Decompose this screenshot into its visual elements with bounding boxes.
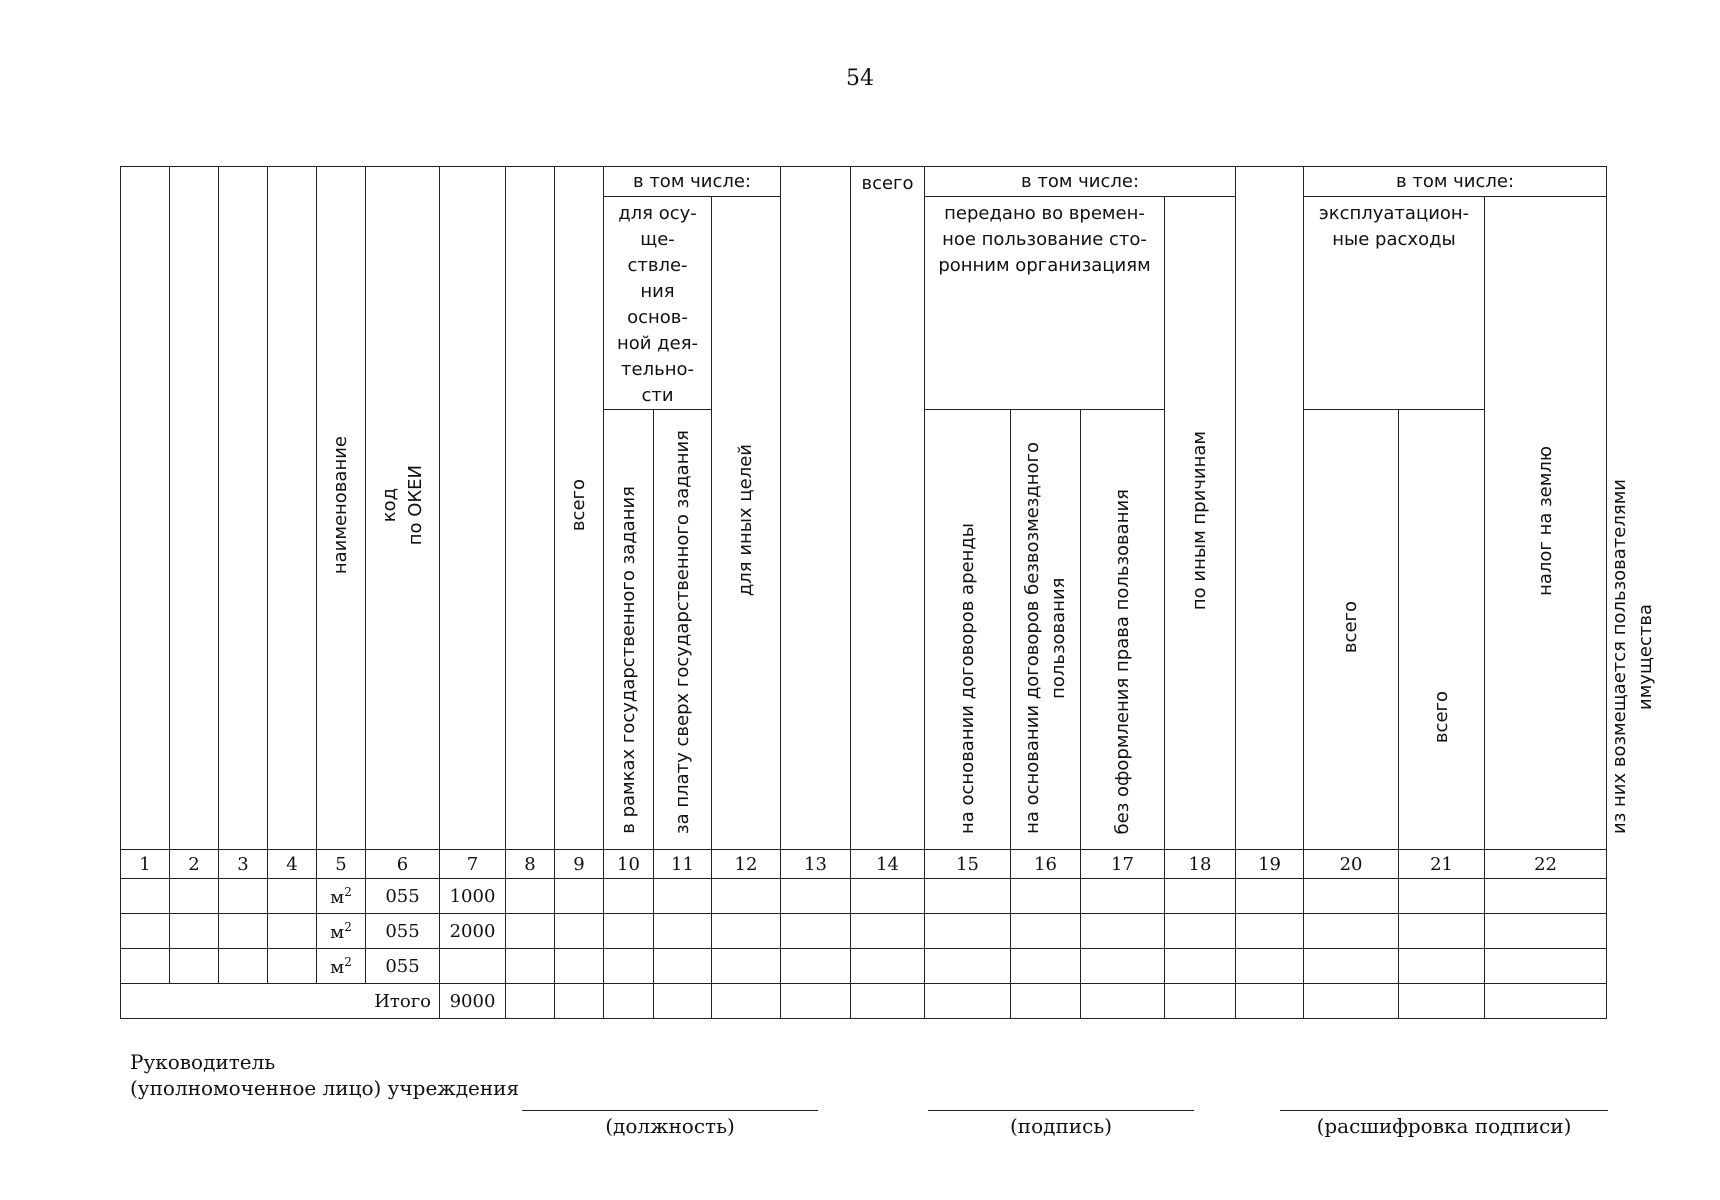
header-other-reasons-label: по иным причинам: [1189, 430, 1210, 611]
column-number: 3: [219, 850, 268, 879]
header-col19: [1304, 410, 1399, 850]
unit-cell: $м^2$: [317, 914, 366, 949]
header-col7: [440, 167, 506, 850]
table-row: [121, 949, 1607, 984]
header-temp-use: передано во времен- ное пользование сто- ронним организациям: [925, 197, 1165, 410]
position-caption: (должность): [605, 1114, 735, 1138]
column-number: 4: [268, 850, 317, 879]
okei-cell: 055: [366, 879, 440, 914]
header-name-label: наименование: [330, 436, 351, 575]
column-number: 5: [317, 850, 366, 879]
column-number: 6: [366, 850, 440, 879]
header-total-label: всего: [568, 479, 589, 532]
header-incl-3: в том числе:: [1304, 167, 1607, 197]
header-col16: [1011, 410, 1081, 850]
value-cell: 1000: [440, 879, 506, 914]
column-number: 19: [1236, 850, 1304, 879]
column-number: 1: [121, 850, 170, 879]
column-number: 13: [781, 850, 851, 879]
column-number: 2: [170, 850, 219, 879]
header-col2: [170, 167, 219, 850]
header-col19-blank: [1236, 167, 1304, 850]
column-number: 21: [1399, 850, 1485, 879]
header-col8: [506, 167, 555, 850]
header-col3: [219, 167, 268, 850]
unit-cell: $м^2$: [317, 949, 366, 984]
header-col10: [604, 410, 654, 850]
signature-caption: (подпись): [1009, 1114, 1113, 1138]
header-incl-2: в том числе:: [925, 167, 1236, 197]
signatory-title-line1: Руководитель: [130, 1050, 276, 1074]
header-other-purposes-label: для иных целей: [735, 444, 756, 597]
header-state-task-label: в рамках государственного задания: [617, 486, 639, 834]
okei-cell: 055: [366, 914, 440, 949]
header-total-20-label: всего: [1430, 690, 1452, 744]
header-incl-1: в том числе:: [604, 167, 781, 197]
header-main-activity: для осу- ще- ствле- ния основ- ной дея- тельно- сти: [604, 197, 712, 410]
value-cell: [440, 949, 506, 984]
decode-caption: (расшифровка подписи): [1316, 1114, 1572, 1138]
table-row: [121, 879, 1607, 914]
header-reimbursed-label: из них возмещается пользователями имущества: [1609, 479, 1657, 834]
header-col14: всего: [851, 167, 925, 850]
column-number: 7: [440, 850, 506, 879]
unit-cell: $м^2$: [317, 879, 366, 914]
header-free-use-label: на основании договоров безвозмездного пользования: [1021, 442, 1069, 834]
header-okei-label: код по ОКЕИ: [378, 465, 426, 546]
column-number: 20: [1304, 850, 1399, 879]
header-col1: [121, 167, 170, 850]
header-col20: [1399, 410, 1485, 850]
header-col22: [1485, 197, 1607, 850]
header-col13: [781, 167, 851, 850]
header-col11: [654, 410, 712, 850]
header-total-19-label: всего: [1340, 600, 1362, 654]
column-number: 9: [555, 850, 604, 879]
header-col5: [317, 167, 366, 850]
position-signature-line: [522, 1110, 818, 1111]
header-paid-over-task-label: за плату сверх государственного задания: [671, 430, 693, 834]
column-number: 14: [851, 850, 925, 879]
okei-cell: 055: [366, 949, 440, 984]
header-col4: [268, 167, 317, 850]
total-label: Итого: [121, 984, 440, 1019]
header-col12: [712, 197, 781, 850]
column-number: 22: [1485, 850, 1607, 879]
column-number: 15: [925, 850, 1011, 879]
column-number: 16: [1011, 850, 1081, 879]
column-numbers-row: [121, 850, 1607, 879]
header-operating-costs: эксплуатацион- ные расходы: [1304, 197, 1485, 410]
column-number: 8: [506, 850, 555, 879]
column-number: 11: [654, 850, 712, 879]
signature-line: [928, 1110, 1194, 1111]
column-number: 12: [712, 850, 781, 879]
signatory-title-line2: (уполномоченное лицо) учреждения: [130, 1076, 520, 1100]
header-col18: [1165, 197, 1236, 850]
page-number: 54: [846, 66, 874, 91]
header-lease-label: на основании договоров аренды: [956, 522, 978, 834]
column-number: 10: [604, 850, 654, 879]
value-cell: 2000: [440, 914, 506, 949]
column-number: 17: [1081, 850, 1165, 879]
decode-signature-line: [1280, 1110, 1608, 1111]
header-col17: [1081, 410, 1165, 850]
total-value: 9000: [440, 984, 506, 1019]
header-col9: [555, 167, 604, 850]
header-col15: [925, 410, 1011, 850]
total-row: [121, 984, 1607, 1019]
table-row: [121, 914, 1607, 949]
header-land-tax-label: налог на землю: [1534, 445, 1556, 596]
report-table: [120, 166, 1657, 1019]
column-number: 18: [1165, 850, 1236, 879]
header-no-rights-label: без оформления права пользования: [1111, 488, 1133, 834]
header-col6: [366, 167, 440, 850]
